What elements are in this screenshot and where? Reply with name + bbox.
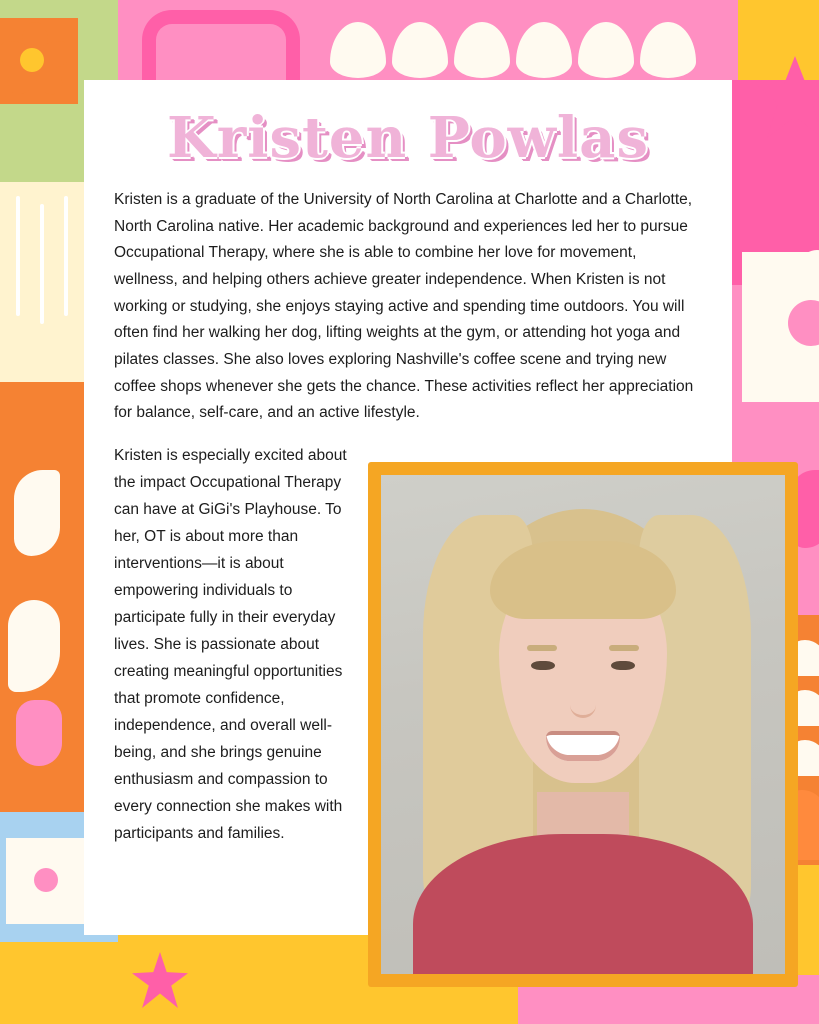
portrait-eye-right bbox=[611, 661, 635, 670]
bg-block-yellow-top-right bbox=[738, 0, 819, 80]
flower-center-yellow bbox=[20, 48, 44, 72]
blob-pink-left bbox=[16, 700, 62, 766]
blob-white-left-1 bbox=[14, 470, 60, 556]
portrait-eye-left bbox=[531, 661, 555, 670]
scallop-row bbox=[330, 22, 710, 80]
portrait-eyebrow-right bbox=[609, 645, 639, 651]
portrait-photo bbox=[381, 475, 785, 974]
portrait-bangs bbox=[490, 541, 676, 619]
portrait-eyebrow-left bbox=[527, 645, 557, 651]
portrait-smile bbox=[546, 731, 620, 761]
bio-paragraph-2: Kristen is especially excited about the impact Occupational Therapy can have at GiGi's Playhouse. To her, OT is about more than interventions—it is about empowering individuals to participate fully in their everyday lives. She is passionate about creating meaningful opportunities that promote confidence, independence, and overall well-being, and she brings genuine enthusiasm and compassion to every connection she makes with participants and families. bbox=[114, 447, 347, 842]
page-title: Kristen Powlas bbox=[167, 105, 649, 171]
portrait-photo-frame bbox=[368, 462, 798, 987]
bg-block-yellow-bottom-left bbox=[0, 942, 118, 1024]
bio-paragraph-1: Kristen is a graduate of the University of North Carolina at Charlotte and a Charlotte, North Carolina native. Her academic background and experiences led her to pursue Occupational Therapy, where she is able to combine her love for movement, wellness, and helping others achieve greater independence. When Kristen is not working or studying, she enjoys staying active and spending time outdoors. You will often find her walking her dog, lifting weights at the gym, or attending hot yoga and pilates classes. She also loves exploring Nashville's coffee scene and trying new coffee shops whenever she gets the chance. These activities reflect her appreciation for balance, self-care, and an active lifestyle. bbox=[114, 191, 694, 422]
flower-center-pink-bottomleft bbox=[34, 868, 58, 892]
